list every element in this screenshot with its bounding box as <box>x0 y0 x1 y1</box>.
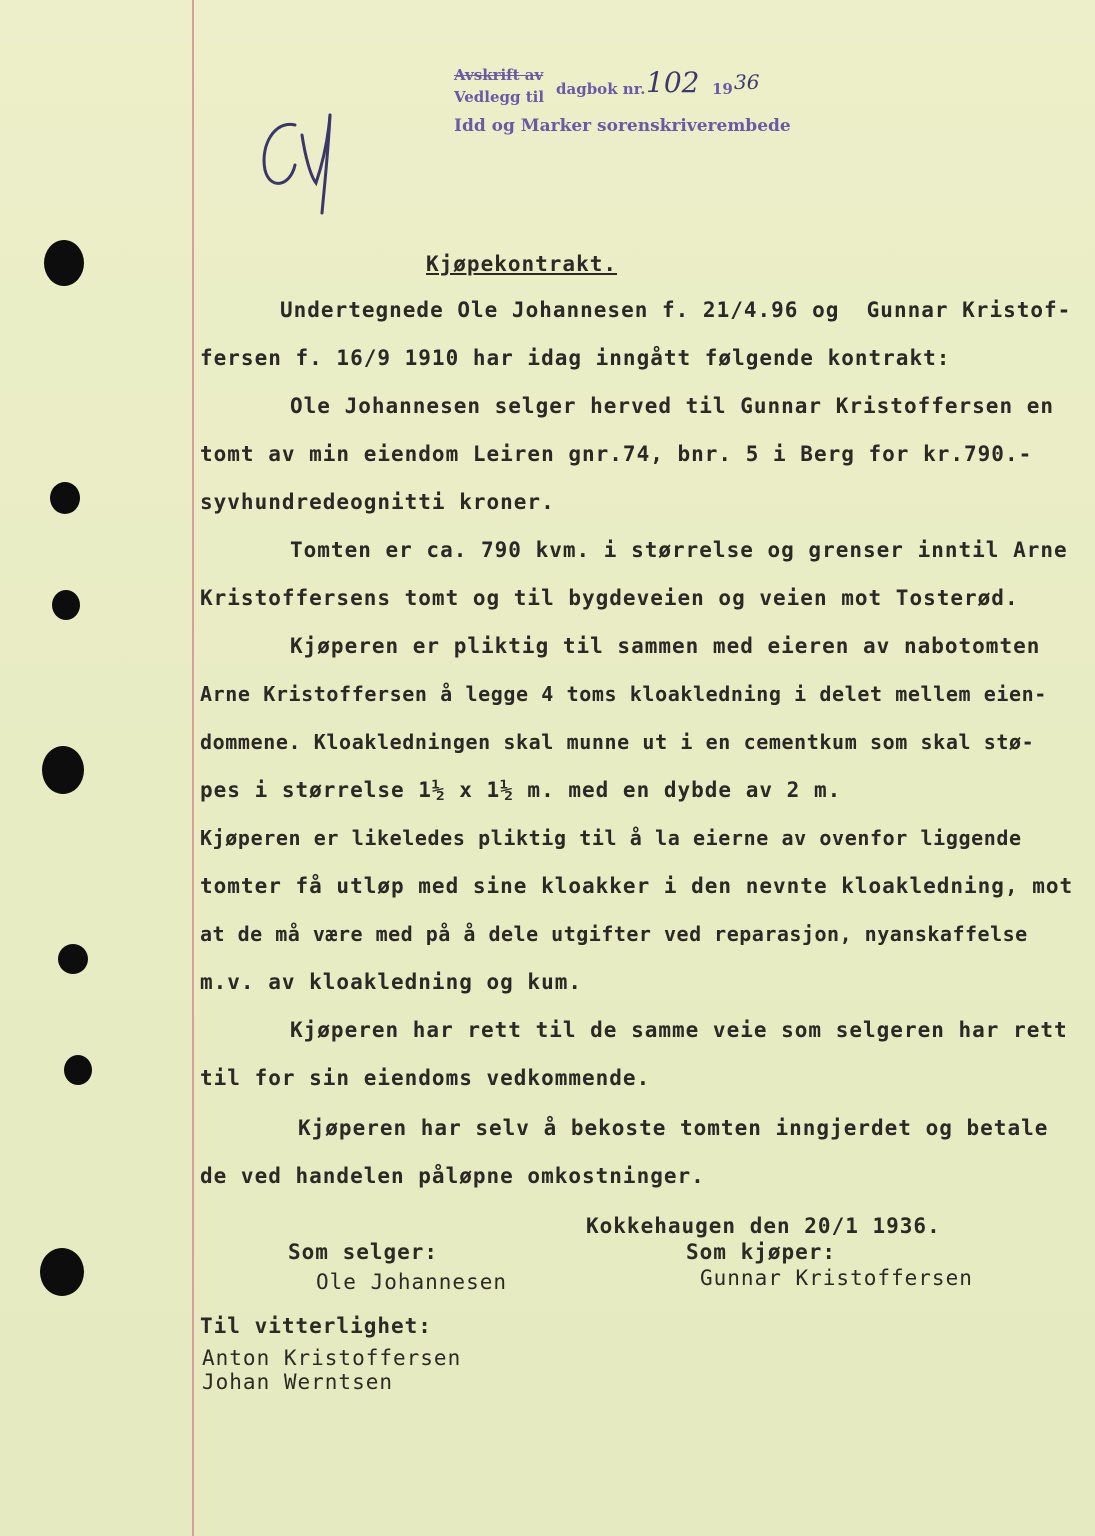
seller-label: Som selger: <box>288 1240 439 1264</box>
dagbok-number: 102 <box>646 66 700 99</box>
stamp-line-vedlegg: Vedlegg til <box>454 88 545 106</box>
body-line: Undertegnede Ole Johannesen f. 21/4.96 og Gunnar Kristof- <box>280 298 1072 322</box>
buyer-label: Som kjøper: <box>686 1240 837 1264</box>
stamp-dagbok-label: dagbok nr. <box>556 80 646 98</box>
body-line: Tomten er ca. 790 kvm. i størrelse og grenser inntil Arne <box>290 538 1068 562</box>
body-line: tomter få utløp med sine kloakker i den nevnte kloakledning, mot <box>200 874 1074 898</box>
body-line: dommene. Kloakledningen skal munne ut i en cementkum som skal stø- <box>200 730 1035 754</box>
body-line: syvhundredeognitti kroner. <box>200 490 555 514</box>
stamp-year-prefix: 19 <box>712 80 733 98</box>
body-line: Kjøperen har rett til de samme veie som selgeren har rett <box>290 1018 1068 1042</box>
punch-hole-1 <box>44 240 84 286</box>
body-line: fersen f. 16/9 1910 har idag inngått følgende kontrakt: <box>200 346 951 370</box>
stamp-year-suffix: 36 <box>734 70 760 94</box>
seller-name: Ole Johannesen <box>316 1270 508 1294</box>
body-line: Kristoffersens tomt og til bygdeveien og veien mot Tosterød. <box>200 586 1019 610</box>
handwritten-initials <box>250 95 360 220</box>
body-line: at de må være med på å dele utgifter ved reparasjon, nyanskaffelse <box>200 922 1028 946</box>
stamp-line-avskrift: Avskrift av <box>454 66 544 84</box>
buyer-name: Gunnar Kristoffersen <box>700 1266 973 1290</box>
body-line: de ved handelen påløpne omkostninger. <box>200 1164 705 1188</box>
punch-hole-6 <box>64 1055 92 1085</box>
body-line: m.v. av kloakledning og kum. <box>200 970 583 994</box>
place-date: Kokkehaugen den 20/1 1936. <box>586 1214 941 1238</box>
body-line: Arne Kristoffersen å legge 4 toms kloakledning i delet mellem eien- <box>200 682 1047 706</box>
body-line: til for sin eiendoms vedkommende. <box>200 1066 651 1090</box>
stamp-office: Idd og Marker sorenskriverembede <box>454 116 791 136</box>
margin-rule <box>192 0 194 1536</box>
witness-name: Anton Kristoffersen <box>202 1346 462 1370</box>
punch-hole-3 <box>52 590 80 620</box>
witness-label: Til vitterlighet: <box>200 1314 432 1338</box>
body-line: Kjøperen er pliktig til sammen med eieren av nabotomten <box>290 634 1041 658</box>
punch-hole-5 <box>58 944 88 974</box>
punch-hole-4 <box>42 746 84 794</box>
punch-hole-7 <box>40 1248 84 1296</box>
body-line: Kjøperen har selv å bekoste tomten inngjerdet og betale <box>298 1116 1049 1140</box>
body-line: pes i størrelse 1½ x 1½ m. med en dybde av 2 m. <box>200 778 842 802</box>
body-line: Ole Johannesen selger herved til Gunnar Kristoffersen en <box>290 394 1055 418</box>
document-title: Kjøpekontrakt. <box>426 252 618 276</box>
witness-name: Johan Werntsen <box>202 1370 394 1394</box>
body-line: Kjøperen er likeledes pliktig til å la eierne av ovenfor liggende <box>200 826 1022 850</box>
punch-hole-2 <box>50 482 80 514</box>
body-line: tomt av min eiendom Leiren gnr.74, bnr. 5 i Berg for kr.790.- <box>200 442 1033 466</box>
